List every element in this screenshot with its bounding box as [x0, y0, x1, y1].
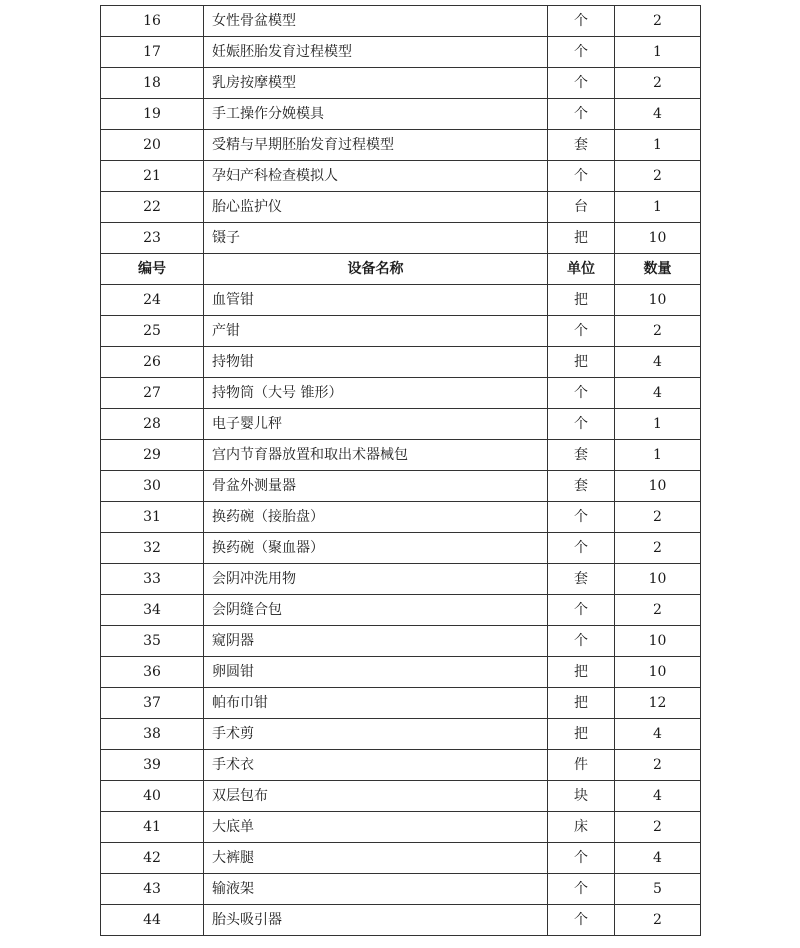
- item-name: 换药碗（聚血器）: [204, 533, 548, 564]
- item-quantity: 1: [615, 192, 701, 223]
- item-name: 妊娠胚胎发育过程模型: [204, 37, 548, 68]
- item-number: 38: [101, 719, 204, 750]
- item-name: 持物钳: [204, 347, 548, 378]
- item-number: 32: [101, 533, 204, 564]
- table-row: [101, 502, 701, 533]
- item-quantity: 2: [615, 6, 701, 37]
- item-unit: 把: [548, 285, 615, 316]
- table-row: [101, 595, 701, 626]
- item-name: 胎头吸引器: [204, 905, 548, 936]
- item-unit: 个: [548, 595, 615, 626]
- item-number: 23: [101, 223, 204, 254]
- table-row: [101, 285, 701, 316]
- item-name: 骨盆外测量器: [204, 471, 548, 502]
- item-number: 41: [101, 812, 204, 843]
- item-unit: 件: [548, 750, 615, 781]
- item-quantity: 10: [615, 657, 701, 688]
- item-number: 42: [101, 843, 204, 874]
- item-quantity: 4: [615, 719, 701, 750]
- table-row: [101, 750, 701, 781]
- item-name: 会阴缝合包: [204, 595, 548, 626]
- item-name: 手工操作分娩模具: [204, 99, 548, 130]
- item-unit: 把: [548, 657, 615, 688]
- item-unit: 个: [548, 905, 615, 936]
- item-name: 乳房按摩模型: [204, 68, 548, 99]
- item-quantity: 4: [615, 347, 701, 378]
- item-quantity: 1: [615, 130, 701, 161]
- header-unit: 单位: [548, 254, 615, 285]
- table-row: [101, 409, 701, 440]
- item-number: 31: [101, 502, 204, 533]
- table-row: [101, 130, 701, 161]
- item-unit: 把: [548, 688, 615, 719]
- table-row: [101, 657, 701, 688]
- item-unit: 个: [548, 99, 615, 130]
- table-row: [101, 843, 701, 874]
- item-number: 33: [101, 564, 204, 595]
- item-number: 44: [101, 905, 204, 936]
- item-unit: 床: [548, 812, 615, 843]
- item-unit: 个: [548, 533, 615, 564]
- item-name: 宫内节育器放置和取出术器械包: [204, 440, 548, 471]
- item-number: 30: [101, 471, 204, 502]
- item-unit: 套: [548, 130, 615, 161]
- item-name: 双层包布: [204, 781, 548, 812]
- item-quantity: 1: [615, 409, 701, 440]
- item-name: 血管钳: [204, 285, 548, 316]
- item-unit: 把: [548, 719, 615, 750]
- table-row: [101, 68, 701, 99]
- table-row: [101, 812, 701, 843]
- item-name: 持物筒（大号 锥形）: [204, 378, 548, 409]
- item-name: 手术衣: [204, 750, 548, 781]
- item-number: 25: [101, 316, 204, 347]
- item-quantity: 1: [615, 37, 701, 68]
- item-name: 大底单: [204, 812, 548, 843]
- item-unit: 个: [548, 502, 615, 533]
- item-quantity: 2: [615, 595, 701, 626]
- item-name: 窥阴器: [204, 626, 548, 657]
- item-number: 40: [101, 781, 204, 812]
- item-quantity: 12: [615, 688, 701, 719]
- item-unit: 块: [548, 781, 615, 812]
- table-row: [101, 6, 701, 37]
- item-quantity: 10: [615, 223, 701, 254]
- item-name: 手术剪: [204, 719, 548, 750]
- item-name: 女性骨盆模型: [204, 6, 548, 37]
- item-number: 37: [101, 688, 204, 719]
- item-unit: 个: [548, 161, 615, 192]
- table-row: [101, 874, 701, 905]
- table-row: [101, 223, 701, 254]
- header-name: 设备名称: [204, 254, 548, 285]
- item-number: 28: [101, 409, 204, 440]
- table-row: [101, 37, 701, 68]
- table-row: [101, 626, 701, 657]
- item-quantity: 2: [615, 905, 701, 936]
- item-quantity: 2: [615, 533, 701, 564]
- item-name: 大裤腿: [204, 843, 548, 874]
- item-number: 39: [101, 750, 204, 781]
- item-unit: 个: [548, 843, 615, 874]
- table-row: [101, 378, 701, 409]
- item-quantity: 2: [615, 502, 701, 533]
- table-row: [101, 347, 701, 378]
- item-unit: 个: [548, 37, 615, 68]
- header-row: [101, 254, 701, 285]
- item-unit: 个: [548, 316, 615, 347]
- table-header: [101, 254, 701, 285]
- item-name: 电子婴儿秤: [204, 409, 548, 440]
- item-name: 胎心监护仪: [204, 192, 548, 223]
- table-row: [101, 471, 701, 502]
- item-unit: 个: [548, 626, 615, 657]
- item-quantity: 4: [615, 378, 701, 409]
- item-number: 16: [101, 6, 204, 37]
- table-row: [101, 99, 701, 130]
- item-unit: 把: [548, 347, 615, 378]
- item-quantity: 2: [615, 316, 701, 347]
- item-number: 29: [101, 440, 204, 471]
- item-number: 34: [101, 595, 204, 626]
- item-number: 18: [101, 68, 204, 99]
- item-quantity: 4: [615, 781, 701, 812]
- item-name: 换药碗（接胎盘）: [204, 502, 548, 533]
- item-number: 35: [101, 626, 204, 657]
- item-name: 孕妇产科检查模拟人: [204, 161, 548, 192]
- table-row: [101, 192, 701, 223]
- item-quantity: 2: [615, 812, 701, 843]
- item-name: 产钳: [204, 316, 548, 347]
- item-unit: 套: [548, 564, 615, 595]
- item-name: 卵圆钳: [204, 657, 548, 688]
- table-row: [101, 905, 701, 936]
- table-row: [101, 316, 701, 347]
- item-name: 镊子: [204, 223, 548, 254]
- item-unit: 台: [548, 192, 615, 223]
- item-unit: 把: [548, 223, 615, 254]
- item-quantity: 10: [615, 564, 701, 595]
- item-quantity: 10: [615, 285, 701, 316]
- item-number: 27: [101, 378, 204, 409]
- header-qty: 数量: [615, 254, 701, 285]
- item-name: 会阴冲洗用物: [204, 564, 548, 595]
- table-row: [101, 440, 701, 471]
- item-quantity: 2: [615, 161, 701, 192]
- item-unit: 个: [548, 68, 615, 99]
- item-quantity: 4: [615, 99, 701, 130]
- table-row: [101, 161, 701, 192]
- item-quantity: 5: [615, 874, 701, 905]
- item-unit: 个: [548, 409, 615, 440]
- item-name: 受精与早期胚胎发育过程模型: [204, 130, 548, 161]
- item-quantity: 2: [615, 68, 701, 99]
- item-unit: 个: [548, 378, 615, 409]
- item-number: 26: [101, 347, 204, 378]
- item-unit: 个: [548, 874, 615, 905]
- table-row: [101, 719, 701, 750]
- item-quantity: 4: [615, 843, 701, 874]
- equipment-table: [100, 5, 701, 936]
- header-num: 编号: [101, 254, 204, 285]
- item-number: 17: [101, 37, 204, 68]
- table-row: [101, 564, 701, 595]
- table-row: [101, 533, 701, 564]
- item-number: 24: [101, 285, 204, 316]
- item-number: 36: [101, 657, 204, 688]
- item-name: 帕布巾钳: [204, 688, 548, 719]
- item-number: 43: [101, 874, 204, 905]
- item-quantity: 10: [615, 626, 701, 657]
- table-row: [101, 781, 701, 812]
- item-unit: 个: [548, 6, 615, 37]
- item-unit: 套: [548, 440, 615, 471]
- item-number: 19: [101, 99, 204, 130]
- item-name: 输液架: [204, 874, 548, 905]
- item-number: 22: [101, 192, 204, 223]
- item-quantity: 1: [615, 440, 701, 471]
- item-quantity: 2: [615, 750, 701, 781]
- table-body-after: [101, 285, 701, 936]
- item-quantity: 10: [615, 471, 701, 502]
- item-unit: 套: [548, 471, 615, 502]
- table-body-before: [101, 6, 701, 254]
- item-number: 21: [101, 161, 204, 192]
- item-number: 20: [101, 130, 204, 161]
- table-row: [101, 688, 701, 719]
